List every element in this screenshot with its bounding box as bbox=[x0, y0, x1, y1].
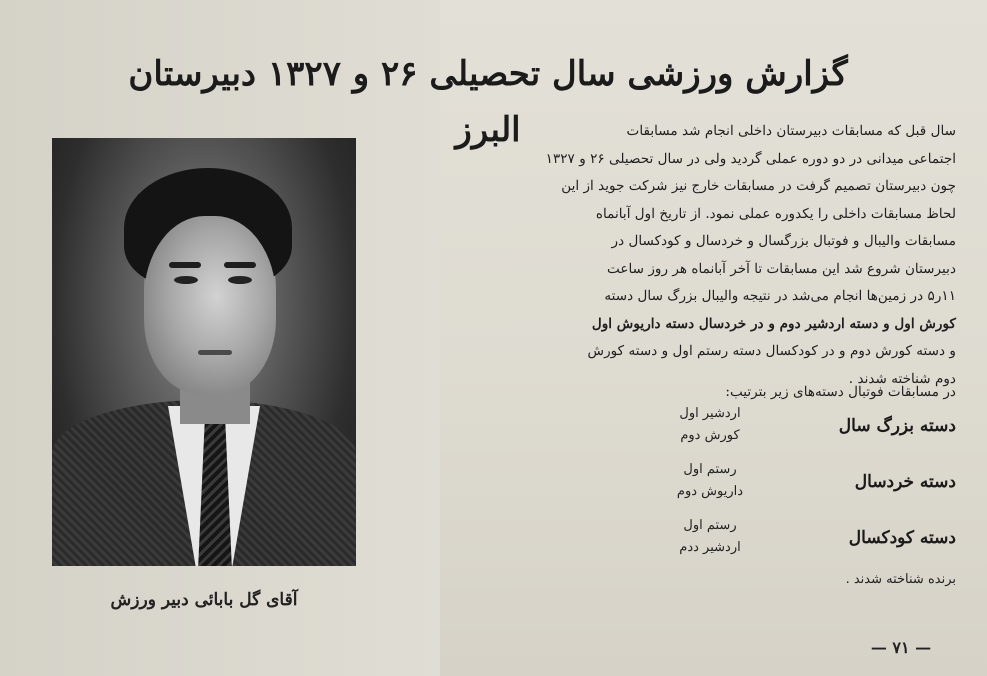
page-title: گزارش ورزشی سال تحصیلی ۲۶ و ۱۳۲۷ دبیرستان البرز bbox=[128, 54, 848, 150]
team-group-label: دسته کودکسال bbox=[848, 528, 956, 548]
team-first-place: رستم اول bbox=[683, 462, 737, 477]
team-first-place: اردشیر اول bbox=[679, 406, 741, 421]
photo-caption: آقای گل بابائی دبیر ورزش bbox=[110, 590, 298, 610]
page-number: — ۷۱ — bbox=[870, 638, 932, 657]
football-result-row bbox=[640, 518, 956, 568]
team-first-place: رستم اول bbox=[683, 518, 737, 533]
photo-eye-right bbox=[228, 276, 252, 284]
paragraph-line: اجتماعی میدانی در دو دوره عملی گردید ولی در سال تحصیلی ۲۶ و ۱۳۲۷ bbox=[545, 150, 956, 167]
photo-face-overlay bbox=[144, 216, 276, 394]
paragraph-line: کورش اول و دسته اردشیر دوم و در خردسال دسته داریوش اول bbox=[591, 315, 956, 332]
closing-line: برنده شناخته شدند . bbox=[845, 572, 956, 587]
photo-mouth bbox=[198, 350, 232, 355]
football-intro: در مسابقات فوتبال دسته‌های زیر بترتیب: bbox=[725, 384, 956, 400]
paragraph-line: لحاظ مسابقات داخلی را یکدوره عملی نمود. از تاریخ اول آبانماه bbox=[595, 205, 956, 222]
paragraph-line: مسابقات والیبال و فوتبال بزرگسال و خردسال و کودکسال در bbox=[611, 233, 956, 249]
photo-brow-right bbox=[224, 262, 256, 268]
team-group-label: دسته خردسال bbox=[854, 472, 956, 492]
paragraph-line: و دسته کورش دوم و در کودکسال دسته رستم اول و دسته کورش bbox=[587, 343, 956, 359]
paragraph-line: سال قبل که مسابقات دبیرستان داخلی انجام شد مسابقات bbox=[626, 123, 956, 139]
team-second-place: کورش دوم bbox=[680, 428, 740, 443]
paragraph-line: چون دبیرستان تصمیم گرفت در مسابقات خارج نیز شرکت جوید از این bbox=[561, 178, 956, 194]
team-second-place: داریوش دوم bbox=[676, 484, 744, 499]
photo-brow-left bbox=[169, 262, 201, 268]
paragraph-line: دبیرستان شروع شد این مسابقات تا آخر آبانماه هر روز ساعت bbox=[607, 260, 956, 277]
report-paragraph bbox=[462, 118, 956, 393]
team-group-label: دسته بزرگ سال bbox=[838, 416, 956, 436]
paragraph-line: دوم شناخته شدند . bbox=[848, 370, 956, 387]
photo-eye-left bbox=[174, 276, 198, 284]
football-result-row bbox=[640, 462, 956, 512]
teacher-portrait-photo bbox=[52, 138, 356, 566]
paragraph-line: ۱۱ر۵ در زمین‌ها انجام می‌شد در نتیجه والیبال بزرگ سال دسته bbox=[604, 288, 956, 304]
team-second-place: اردشیر ددم bbox=[679, 540, 741, 555]
football-result-row bbox=[640, 406, 956, 456]
